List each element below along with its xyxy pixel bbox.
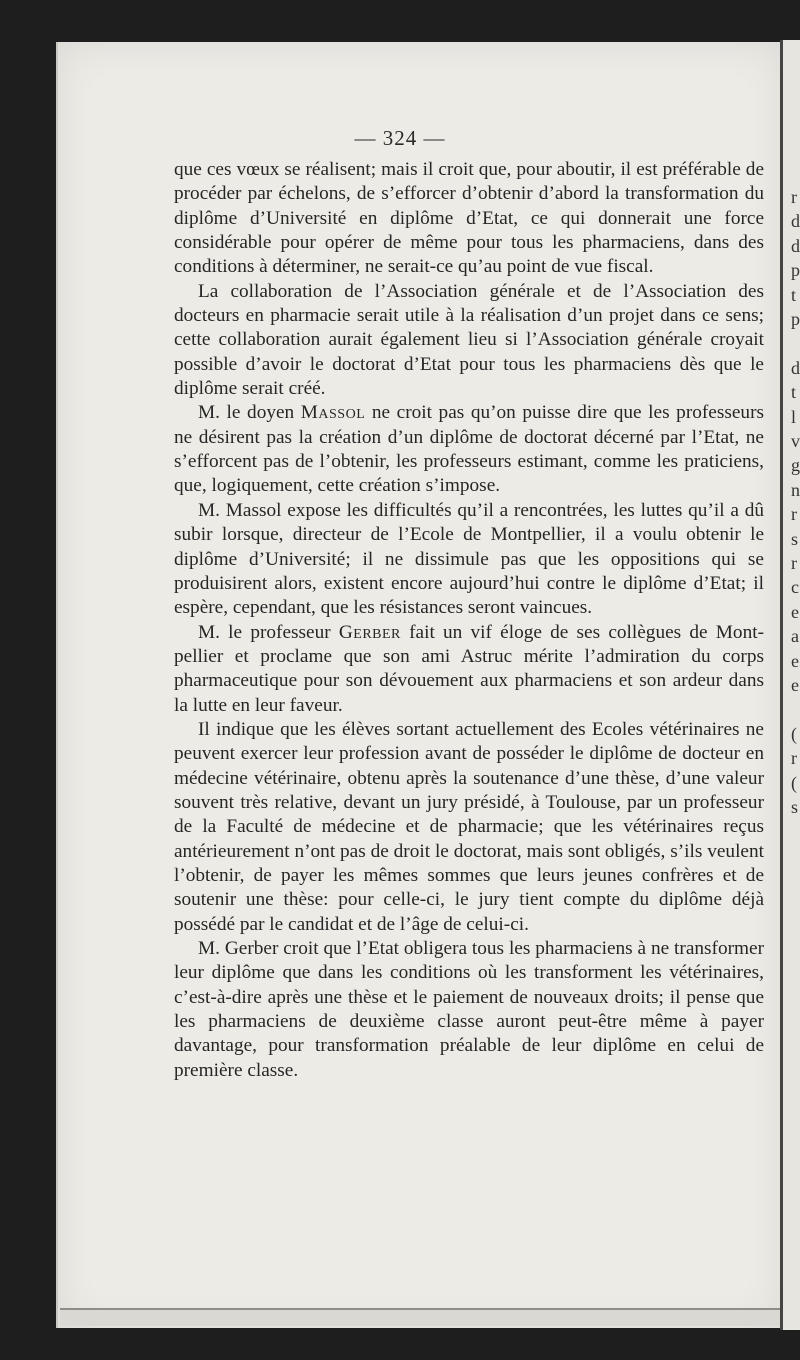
page-number: — 324 —: [354, 126, 446, 150]
paragraph-p3: [174, 401, 764, 498]
paragraph-text: M. le doyen: [198, 402, 301, 424]
paragraph-text: Il indique que les élèves sortant actuellement des Ecoles vétérinaires ne peuvent exercer leur profession avant de posséder le diplôme de docteur en médecine vétérinaire, obtenu après la soutenance d’une thèse, d’une valeur souvent très relative, devant un jury présidé, à Toulouse, par un professeur de la Faculté de médecine et de pharmacie; que les vétérinaires reçus antérieurement n’ont pas de droit le doctorat, mais sont obligés, s’ils veulent l’obtenir, de payer les mêmes sommes que leurs jeunes confrères et de soutenir une thèse: pour celle-ci, le jury tient compte du diplôme déjà possédé par le candidat et de l’âge de celui-ci.: [174, 718, 764, 935]
paragraph-text: fait un vif éloge de ses collègues de Montpellier et proclame que son ami Astruc mérite l’admiration du corps pharmaceutique pour son dévouement aux pharmaciens et son ardeur dans la lutte en leur faveur.: [174, 621, 764, 716]
paragraph-p7: [174, 937, 764, 1083]
paragraph-p1: [174, 158, 764, 280]
paragraph-p2: [174, 280, 764, 402]
page-bottom-edge: [60, 1308, 780, 1326]
paragraph-text: ne croit pas qu’on puisse dire que les professeurs ne désirent pas la création d’un diplôme de doctorat décerné par l’Etat, ne s’efforcent pas de l’obtenir, les professeurs estimant, comme les praticiens, que, logiquement, cette création s’impose.: [174, 402, 764, 497]
person-name: Massol: [300, 402, 366, 424]
paragraph-text: La collaboration de l’Association générale et de l’Association des docteurs en pharmacie serait utile à la réalisation d’un projet dans ce sens; cette collaboration aurait également lieu si l’Association générale croyait possible d’avoir le doctorat d’Etat pour tous les pharmaciens dès que le diplôme serait créé.: [174, 280, 764, 400]
paragraph-text: que ces vœux se réalisent; mais il croit que, pour aboutir, il est préférable de procéder par échelons, de s’efforcer d’obtenir d’abord la transformation du diplôme d’Université en diplôme d’Etat, ce qui donnerait une force considérable pour opérer de même pour tous les pharmaciens, dans des conditions à déterminer, ne serait-ce qu’au point de vue fiscal.: [174, 159, 764, 278]
person-name: Gerber: [338, 621, 401, 643]
paragraph-text: M. Gerber croit que l’Etat obligera tous les pharmaciens à ne transformer leur diplôme que dans les conditions où les transforment les vétérinaires, c’est-à-dire après une thèse et le paiement de nouveaux droits; il pense que les pharmaciens de deuxième classe auront peut-être même à payer davantage, pour transformation préalable de leur diplôme en celui de première classe.: [174, 938, 764, 1081]
adjacent-page-margin: r d d p t p d t l v g n r s r c e a e e ( r ( s: [780, 40, 800, 1330]
paragraph-text: M. Massol expose les difficultés qu’il a rencontrées, les luttes qu’il a dû subir lorsque, directeur de l’Ecole de Montpellier, il a voulu obtenir le diplôme d’Université; il ne dissimule pas que les oppositions qui se produisirent alors, existent encore aujourd’hui contre le diplôme d’Etat; il espère, cependant, que les résistances seront vaincues.: [174, 499, 764, 619]
page-body-text: [174, 158, 764, 1083]
paragraph-p6: [174, 718, 764, 937]
paragraph-p5: [174, 621, 764, 718]
paragraph-p4: [174, 499, 764, 621]
paragraph-text: M. le professeur: [198, 621, 339, 643]
